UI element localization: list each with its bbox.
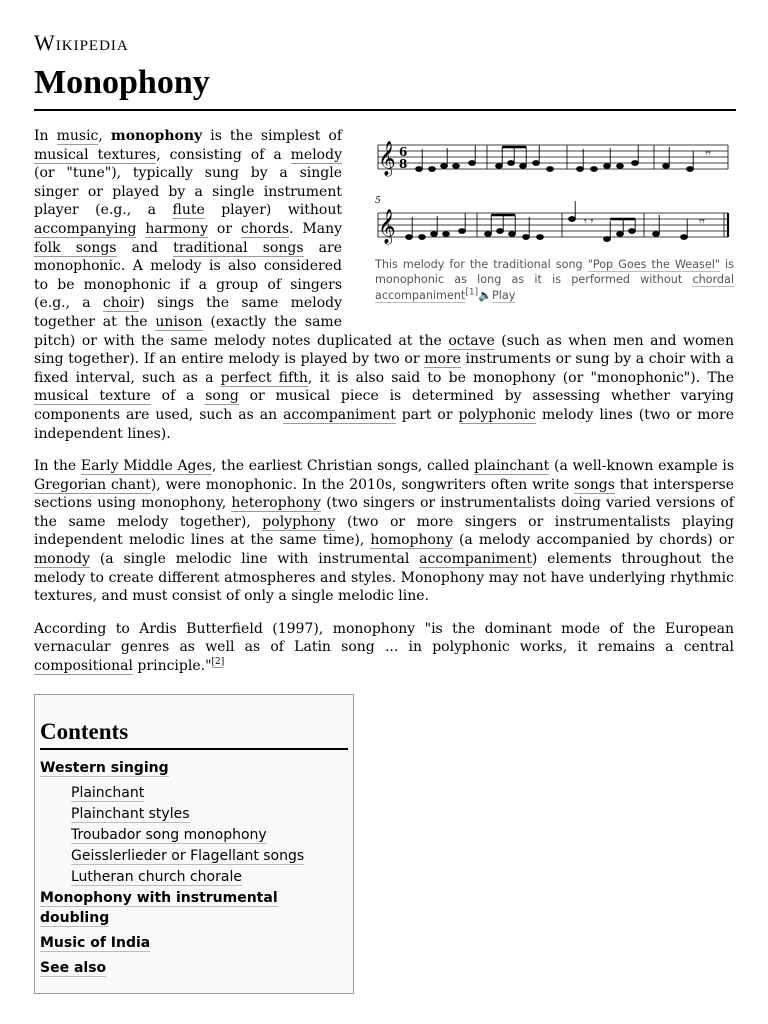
link-melody[interactable]: melody [290,146,342,163]
link-early-middle-ages[interactable]: Early Middle Ages [80,458,212,475]
toc-item-instrumental-doubling[interactable]: Monophony with instrumental doubling [40,890,278,926]
link-perfect-fifth[interactable]: perfect fifth [220,369,308,386]
wikipedia-logo[interactable]: Wikipedia [34,30,129,55]
link-musical-texture[interactable]: musical texture [34,388,151,405]
history-paragraph: In the Early Middle Ages, the earliest Christian songs, called plainchant (a well-known example is Gregorian chant), were monophonic. In the 2010s, songwriters often write songs that intersperse sections using monophony, heterophony (two singers or instrumentalists doing varied versions of the same melody together), polyphony (two or more singers or instrumentalists playing independent melodic lines at the same time), homophony (a melody accompanied by chords) or monody (a single melodic line with instrumental accompaniment) elements throughout the melody to create different atmospheres and styles. Monophony may not have underlying rhythmic textures, and must consist of only a single melodic line. [34,458,735,605]
caption-link-pop-goes-the-weasel[interactable]: "Pop Goes the Weasel" [587,258,720,271]
link-folk-songs[interactable]: folk songs [34,239,117,256]
link-gregorian-chant[interactable]: Gregorian chant [34,476,151,493]
toc-item-western-singing[interactable]: Western singing [40,760,169,776]
link-more[interactable]: more [424,351,461,368]
link-plainchant[interactable]: plainchant [474,458,550,475]
link-homophony[interactable]: homophony [370,532,453,549]
music-figure [372,127,734,317]
link-song[interactable]: song [205,388,239,405]
reference-2[interactable]: [2] [211,657,225,668]
play-audio-link[interactable]: Play [492,288,516,302]
link-accompaniment[interactable]: accompaniment [283,406,396,423]
speaker-icon[interactable]: 🔈 [478,288,493,302]
link-accompaniment-2[interactable]: accompaniment [419,551,532,568]
table-of-contents [34,694,354,994]
time-signature-top: 6 [399,145,408,159]
link-musical-textures[interactable]: musical textures [34,146,157,163]
figure-caption: This melody for the traditional song "Pop Goes the Weasel" is monophonic as long as it is performed without chordal accompaniment[1]🔈Play [375,258,734,302]
time-signature-bottom: 8 [399,157,408,171]
toc-item-lutheran-church-chorale[interactable]: Lutheran church chorale [71,869,242,885]
quote-paragraph: According to Ardis Butterfield (1997), monophony "is the dominant mode of the European vernacular genres as well as of Latin song ... in polyphonic works, it remains a central compositional principle."[2] [34,620,734,675]
rest-icon: 𝄾 𝄾 [584,215,594,228]
link-octave[interactable]: octave [448,332,495,349]
reference-1[interactable]: [1] [465,287,479,298]
toc-item-plainchant[interactable]: Plainchant [71,785,145,801]
link-flute[interactable]: flute [172,202,205,219]
title-divider [34,109,736,111]
link-monody[interactable]: monody [34,551,91,568]
link-music[interactable]: music [56,128,99,144]
page-title: Monophony [34,64,210,101]
toc-item-music-of-india[interactable]: Music of India [40,935,151,951]
sheet-music-image[interactable] [372,127,734,259]
rest-icon: 𝄾𝄾 [699,215,705,228]
rest-icon: 𝄾𝄾 [705,147,711,160]
measure-number: 5 [375,196,381,206]
toc-item-geisslerlieder[interactable]: Geisslerlieder or Flagellant songs [71,848,305,864]
link-choir[interactable]: choir [102,295,140,312]
link-unison[interactable]: unison [155,313,203,330]
link-compositional[interactable]: compositional [34,658,133,675]
link-polyphonic[interactable]: polyphonic [458,406,537,423]
toc-item-troubador-song-monophony[interactable]: Troubador song monophony [71,827,267,843]
link-accompanying[interactable]: accompanying [34,220,137,237]
caption-link-chordal-accompaniment[interactable]: chordal accompaniment [375,273,734,302]
article-body [34,127,734,690]
toc-item-plainchant-styles[interactable]: Plainchant styles [71,806,190,822]
treble-clef-icon: 𝄞 [378,209,396,244]
toc-list [40,758,348,978]
toc-item-see-also[interactable]: See also [40,960,107,976]
link-polyphony[interactable]: polyphony [262,513,336,530]
link-heterophony[interactable]: heterophony [231,495,322,512]
term-monophony: monophony [110,128,203,144]
link-songs[interactable]: songs [574,476,615,493]
link-chords[interactable]: chords [240,220,290,237]
treble-clef-icon: 𝄞 [378,141,396,176]
toc-title: Contents [40,719,348,750]
link-harmony[interactable]: harmony [145,220,209,237]
link-traditional-songs[interactable]: traditional songs [173,239,304,256]
intro-paragraph: In music, monophony is the simplest of musical textures, consisting of a melody (or "tune"), typically sung by a single singer or played by a single instrument player (e.g., a flute player) without accompanying harmony or chords. Many folk songs and traditional songs are monophonic. A melody is also considered to be monophonic if a group of singers (e.g., a choir) sings the same melody together at the unison (exactly the same pitch) or with the same melody notes duplicated at the octave (such as when men and women sing together). If an entire melody is played by two or more instruments or sung by a choir with a fixed interval, such as a perfect fifth, it is also said to be monophony (or "monophonic"). The musical texture of a song or musical piece is determined by assessing whether varying components are used, such as an accompaniment part or polyphonic melody lines (two or more independent lines). [34,128,735,442]
